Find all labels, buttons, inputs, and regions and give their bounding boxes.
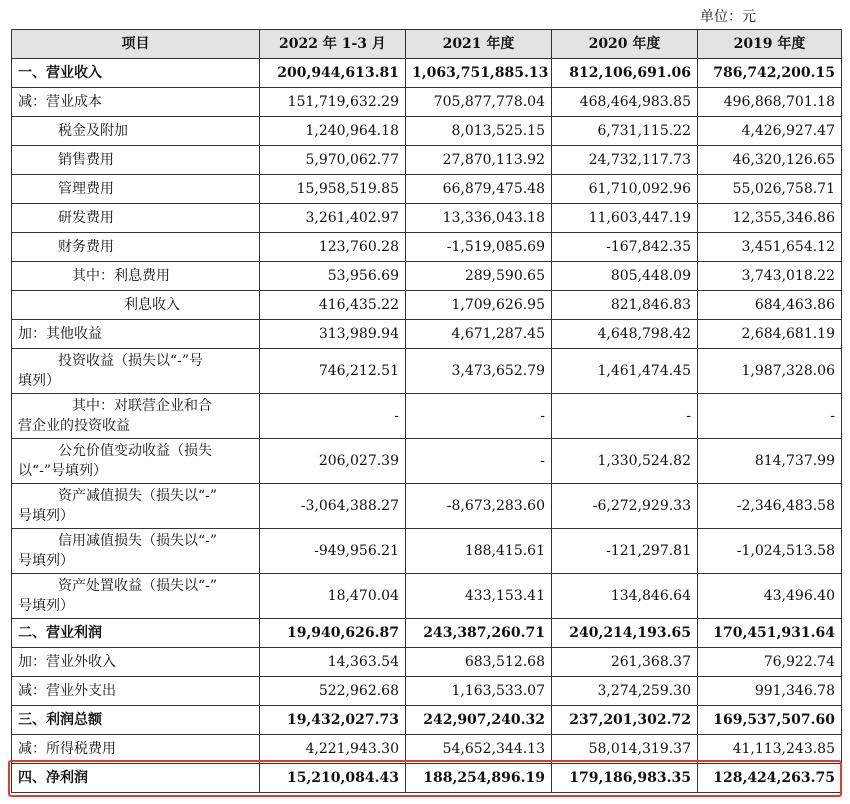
table-row-taxes-surcharges [12, 117, 842, 146]
table-row-non-operating-expenses [12, 677, 842, 706]
row-label: 研发费用 [12, 204, 260, 233]
cell-value: 1,987,328.06 [698, 349, 842, 394]
cell-value: 261,368.37 [552, 648, 698, 677]
table-row-other-income [12, 320, 842, 349]
cell-value: 27,870,113.92 [406, 146, 552, 175]
cell-value: 1,163,533.07 [406, 677, 552, 706]
row-label-line1: 信用减值损失（损失以“-” [58, 533, 218, 549]
cell-value: 313,989.94 [260, 320, 406, 349]
row-label-line2: 号填列） [18, 598, 74, 614]
cell-value: 188,254,896.19 [406, 764, 552, 793]
row-label: 税金及附加 [12, 117, 260, 146]
cell-value: 812,106,691.06 [552, 59, 698, 88]
cell-value: 433,153.41 [406, 574, 552, 619]
cell-value: -949,956.21 [260, 529, 406, 574]
table-row-non-operating-income [12, 648, 842, 677]
cell-value: 46,320,126.65 [698, 146, 842, 175]
cell-value: - [260, 394, 406, 439]
cell-value: 237,201,302.72 [552, 706, 698, 735]
col-header-2022q1: 2022 年 1-3 月 [260, 30, 406, 59]
cell-value: 134,846.64 [552, 574, 698, 619]
cell-value: 66,879,475.48 [406, 175, 552, 204]
row-label: 销售费用 [12, 146, 260, 175]
cell-value: 1,063,751,885.13 [406, 59, 552, 88]
cell-value: 19,940,626.87 [260, 619, 406, 648]
cell-value: 991,346.78 [698, 677, 842, 706]
cell-value: -2,346,483.58 [698, 484, 842, 529]
table-row-credit-impairment-loss [12, 529, 842, 574]
cell-value: 243,387,260.71 [406, 619, 552, 648]
cell-value: 54,652,344.13 [406, 735, 552, 764]
table-row-interest-expense [12, 262, 842, 291]
cell-value: 705,877,778.04 [406, 88, 552, 117]
row-label: 减：营业成本 [12, 88, 260, 117]
table-row-asset-impairment-loss [12, 484, 842, 529]
row-label-line1: 公允价值变动收益（损失 [58, 443, 212, 459]
cell-value: 58,014,319.37 [552, 735, 698, 764]
cell-value: 4,648,798.42 [552, 320, 698, 349]
cell-value: 1,461,474.45 [552, 349, 698, 394]
cell-value: 179,186,983.35 [552, 764, 698, 793]
cell-value: - [406, 394, 552, 439]
cell-value: 468,464,983.85 [552, 88, 698, 117]
row-label-line1: 资产减值损失（损失以“-” [58, 488, 218, 504]
cell-value: 683,512.68 [406, 648, 552, 677]
table-row-investment-income [12, 349, 842, 394]
cell-value: 170,451,931.64 [698, 619, 842, 648]
row-label [12, 529, 260, 574]
table-row-associate-investment-income [12, 394, 842, 439]
cell-value: 3,451,654.12 [698, 233, 842, 262]
cell-value: 15,210,084.43 [260, 764, 406, 793]
cell-value: 61,710,092.96 [552, 175, 698, 204]
cell-value: -121,297.81 [552, 529, 698, 574]
cell-value: -1,024,513.58 [698, 529, 842, 574]
cell-value: 1,709,626.95 [406, 291, 552, 320]
cell-value: 43,496.40 [698, 574, 842, 619]
cell-value: 3,743,018.22 [698, 262, 842, 291]
cell-value: 4,671,287.45 [406, 320, 552, 349]
cell-value: 240,214,193.65 [552, 619, 698, 648]
cell-value: 805,448.09 [552, 262, 698, 291]
cell-value: 1,330,524.82 [552, 439, 698, 484]
cell-value: 128,424,263.75 [698, 764, 842, 793]
table-row-operating-revenue [12, 59, 842, 88]
row-label: 减：所得税费用 [12, 735, 260, 764]
cell-value: 1,240,964.18 [260, 117, 406, 146]
cell-value: 14,363.54 [260, 648, 406, 677]
cell-value: - [406, 439, 552, 484]
cell-value: 2,684,681.19 [698, 320, 842, 349]
cell-value: 169,537,507.60 [698, 706, 842, 735]
col-header-2021: 2021 年度 [406, 30, 552, 59]
row-label [12, 349, 260, 394]
row-label-line2: 填列） [18, 373, 60, 389]
cell-value: 19,432,027.73 [260, 706, 406, 735]
income-statement-table [11, 29, 842, 793]
cell-value: -6,272,929.33 [552, 484, 698, 529]
cell-value: 3,261,402.97 [260, 204, 406, 233]
cell-value: 242,907,240.32 [406, 706, 552, 735]
cell-value: - [552, 394, 698, 439]
cell-value: 289,590.65 [406, 262, 552, 291]
table-row-income-tax [12, 735, 842, 764]
cell-value: 200,944,613.81 [260, 59, 406, 88]
table-row-interest-income [12, 291, 842, 320]
cell-value: -8,673,283.60 [406, 484, 552, 529]
table-row-operating-cost [12, 88, 842, 117]
cell-value: 5,970,062.77 [260, 146, 406, 175]
cell-value: 821,846.83 [552, 291, 698, 320]
table-row-admin-expenses [12, 175, 842, 204]
col-header-2019: 2019 年度 [698, 30, 842, 59]
row-label: 财务费用 [12, 233, 260, 262]
row-label-line1: 资产处置收益（损失以“-” [58, 578, 218, 594]
cell-value: 786,742,200.15 [698, 59, 842, 88]
cell-value: 12,355,346.86 [698, 204, 842, 233]
row-label [12, 439, 260, 484]
cell-value: -3,064,388.27 [260, 484, 406, 529]
unit-label: 单位：元 [700, 9, 756, 25]
cell-value: - [698, 394, 842, 439]
table-row-selling-expenses [12, 146, 842, 175]
table-row-fair-value-gain [12, 439, 842, 484]
row-label: 加：其他收益 [12, 320, 260, 349]
table-row-rd-expenses [12, 204, 842, 233]
cell-value: 522,962.68 [260, 677, 406, 706]
table-row-operating-profit [12, 619, 842, 648]
row-label-line2: 号填列） [18, 508, 74, 524]
row-label: 减：营业外支出 [12, 677, 260, 706]
header-row [12, 30, 842, 59]
row-label-line2: 营企业的投资收益 [18, 418, 130, 434]
row-label-line2: 号填列） [18, 553, 74, 569]
cell-value: 41,113,243.85 [698, 735, 842, 764]
cell-value: 53,956.69 [260, 262, 406, 291]
cell-value: 55,026,758.71 [698, 175, 842, 204]
row-label [12, 484, 260, 529]
cell-value: 123,760.28 [260, 233, 406, 262]
row-label-line1: 其中：对联营企业和合 [72, 398, 212, 414]
table-row-asset-disposal-gain [12, 574, 842, 619]
cell-value: 6,731,115.22 [552, 117, 698, 146]
cell-value: 18,470.04 [260, 574, 406, 619]
row-label [12, 574, 260, 619]
cell-value: 13,336,043.18 [406, 204, 552, 233]
cell-value: -1,519,085.69 [406, 233, 552, 262]
cell-value: 496,868,701.18 [698, 88, 842, 117]
cell-value: 416,435.22 [260, 291, 406, 320]
row-label: 管理费用 [12, 175, 260, 204]
row-label [12, 394, 260, 439]
table-row-net-profit [12, 764, 842, 793]
row-label: 四、净利润 [12, 764, 260, 793]
cell-value: 8,013,525.15 [406, 117, 552, 146]
cell-value: 746,212.51 [260, 349, 406, 394]
cell-value: 24,732,117.73 [552, 146, 698, 175]
row-label-line2: 以“-”号填列） [18, 463, 108, 479]
cell-value: 11,603,447.19 [552, 204, 698, 233]
cell-value: 814,737.99 [698, 439, 842, 484]
cell-value: -167,842.35 [552, 233, 698, 262]
table-row-total-profit [12, 706, 842, 735]
row-label: 二、营业利润 [12, 619, 260, 648]
col-header-2020: 2020 年度 [552, 30, 698, 59]
cell-value: 684,463.86 [698, 291, 842, 320]
cell-value: 188,415.61 [406, 529, 552, 574]
cell-value: 4,426,927.47 [698, 117, 842, 146]
table-row-finance-expenses [12, 233, 842, 262]
cell-value: 151,719,632.29 [260, 88, 406, 117]
row-label: 一、营业收入 [12, 59, 260, 88]
col-header-item: 项目 [12, 30, 260, 59]
cell-value: 206,027.39 [260, 439, 406, 484]
cell-value: 76,922.74 [698, 648, 842, 677]
cell-value: 3,473,652.79 [406, 349, 552, 394]
row-label: 利息收入 [12, 291, 260, 320]
cell-value: 4,221,943.30 [260, 735, 406, 764]
row-label-line1: 投资收益（损失以“-”号 [58, 353, 204, 369]
row-label: 其中：利息费用 [12, 262, 260, 291]
row-label: 加：营业外收入 [12, 648, 260, 677]
cell-value: 3,274,259.30 [552, 677, 698, 706]
cell-value: 15,958,519.85 [260, 175, 406, 204]
row-label: 三、利润总额 [12, 706, 260, 735]
